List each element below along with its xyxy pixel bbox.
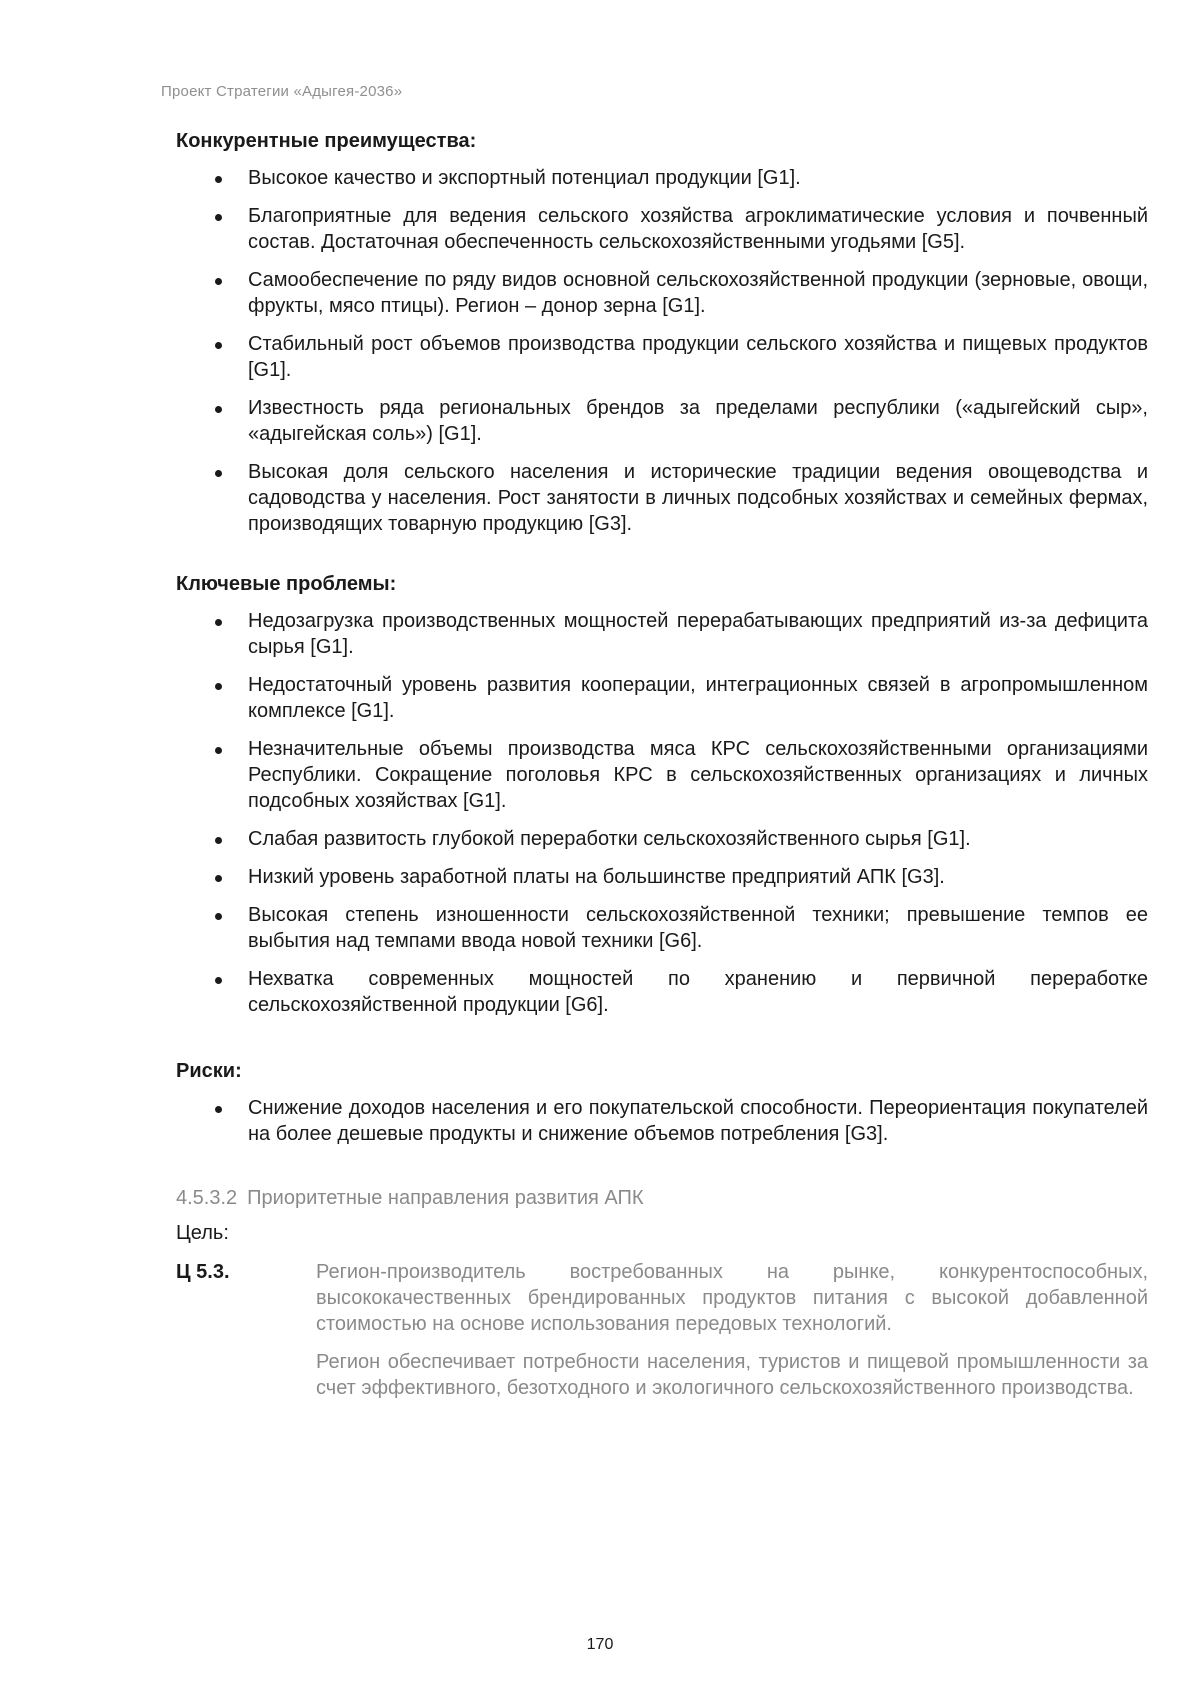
- goal-row: [176, 1259, 1148, 1413]
- list-item-text: Снижение доходов населения и его покупательской способности. Переориентация покупателей на более дешевые продукты и снижение объемов потребления [G3].: [248, 1097, 1148, 1145]
- problems-section: [176, 573, 1148, 1018]
- list-item-text: Известность ряда региональных брендов за пределами республики («адыгейский сыр», «адыгейская соль») [G1].: [248, 397, 1148, 445]
- list-item: [176, 1095, 1148, 1147]
- running-header: Проект Стратегии «Адыгея-2036»: [161, 83, 403, 100]
- bullet-icon: [215, 470, 222, 477]
- subsection-heading: [176, 1187, 1148, 1210]
- goal-paragraph: Регион-производитель востребованных на рынке, конкурентоспособных, высококачественных брендированных продуктов питания с высокой добавленной стоимостью на основе использования передовых технологий.: [316, 1261, 1148, 1335]
- list-item-text: Высокая степень изношенности сельскохозяйственной техники; превышение темпов ее выбытия над темпами ввода новой техники [G6].: [248, 904, 1148, 952]
- list-item-text: Незначительные объемы производства мяса КРС сельскохозяйственными организациями Республики. Сокращение поголовья КРС в сельскохозяйственных организациях и личных подсобных хозяйствах [G1].: [248, 738, 1148, 812]
- list-item: [176, 267, 1148, 319]
- list-item-text: Низкий уровень заработной платы на большинстве предприятий АПК [G3].: [248, 866, 945, 888]
- risks-list: [176, 1095, 1148, 1147]
- risks-heading: Риски:: [176, 1060, 242, 1082]
- list-item: [176, 864, 1148, 890]
- list-item: [176, 459, 1148, 537]
- list-item: [176, 608, 1148, 660]
- bullet-icon: [215, 342, 222, 349]
- bullet-icon: [215, 875, 222, 882]
- list-item: [176, 165, 1148, 191]
- bullet-icon: [215, 683, 222, 690]
- list-item: [176, 395, 1148, 447]
- list-item: [176, 826, 1148, 852]
- list-item-text: Нехватка современных мощностей по хранению и первичной переработке сельскохозяйственной продукции [G6].: [248, 968, 1148, 1016]
- bullet-icon: [215, 913, 222, 920]
- list-item-text: Слабая развитость глубокой переработки сельскохозяйственного сырья [G1].: [248, 828, 971, 850]
- bullet-icon: [215, 406, 222, 413]
- list-item: [176, 902, 1148, 954]
- bullet-icon: [215, 1106, 222, 1113]
- bullet-icon: [215, 747, 222, 754]
- list-item-text: Высокая доля сельского населения и исторические традиции ведения овощеводства и садоводства у населения. Рост занятости в личных подсобных хозяйствах и семейных фермах, производящих товарную продукцию [G3].: [248, 461, 1148, 535]
- bullet-icon: [215, 619, 222, 626]
- bullet-icon: [215, 977, 222, 984]
- bullet-icon: [215, 837, 222, 844]
- list-item-text: Самообеспечение по ряду видов основной сельскохозяйственной продукции (зерновые, овощи, фрукты, мясо птицы). Регион – донор зерна [G1].: [248, 269, 1148, 317]
- problems-heading: Ключевые проблемы:: [176, 573, 397, 595]
- subsection-title: Приоритетные направления развития АПК: [247, 1187, 644, 1209]
- subsection-number: 4.5.3.2: [176, 1187, 238, 1209]
- goal-description: [316, 1259, 1148, 1413]
- list-item: [176, 331, 1148, 383]
- list-item-text: Благоприятные для ведения сельского хозяйства агроклиматические условия и почвенный состав. Достаточная обеспеченность сельскохозяйственными угодьями [G5].: [248, 205, 1148, 253]
- bullet-icon: [215, 278, 222, 285]
- list-item: [176, 203, 1148, 255]
- page-content: [176, 130, 1148, 1413]
- list-item-text: Недозагрузка производственных мощностей перерабатывающих предприятий из-за дефицита сырья [G1].: [248, 610, 1148, 658]
- goal-label: Цель:: [176, 1222, 229, 1244]
- list-item-text: Стабильный рост объемов производства продукции сельского хозяйства и пищевых продуктов [G1].: [248, 333, 1148, 381]
- list-item: [176, 966, 1148, 1018]
- bullet-icon: [215, 176, 222, 183]
- goal-paragraph: Регион обеспечивает потребности населения, туристов и пищевой промышленности за счет эффективного, безотходного и экологичного сельскохозяйственного производства.: [316, 1351, 1148, 1399]
- list-item: [176, 672, 1148, 724]
- problems-list: [176, 608, 1148, 1018]
- advantages-list: [176, 165, 1148, 537]
- list-item-text: Недостаточный уровень развития кооперации, интеграционных связей в агропромышленном комплексе [G1].: [248, 674, 1148, 722]
- advantages-section: [176, 130, 1148, 537]
- advantages-heading: Конкурентные преимущества:: [176, 130, 477, 152]
- bullet-icon: [215, 214, 222, 221]
- risks-section: [176, 1060, 1148, 1147]
- list-item-text: Высокое качество и экспортный потенциал продукции [G1].: [248, 167, 801, 189]
- page-number: 170: [586, 1636, 614, 1653]
- list-item: [176, 736, 1148, 814]
- goal-code: Ц 5.3.: [176, 1261, 230, 1283]
